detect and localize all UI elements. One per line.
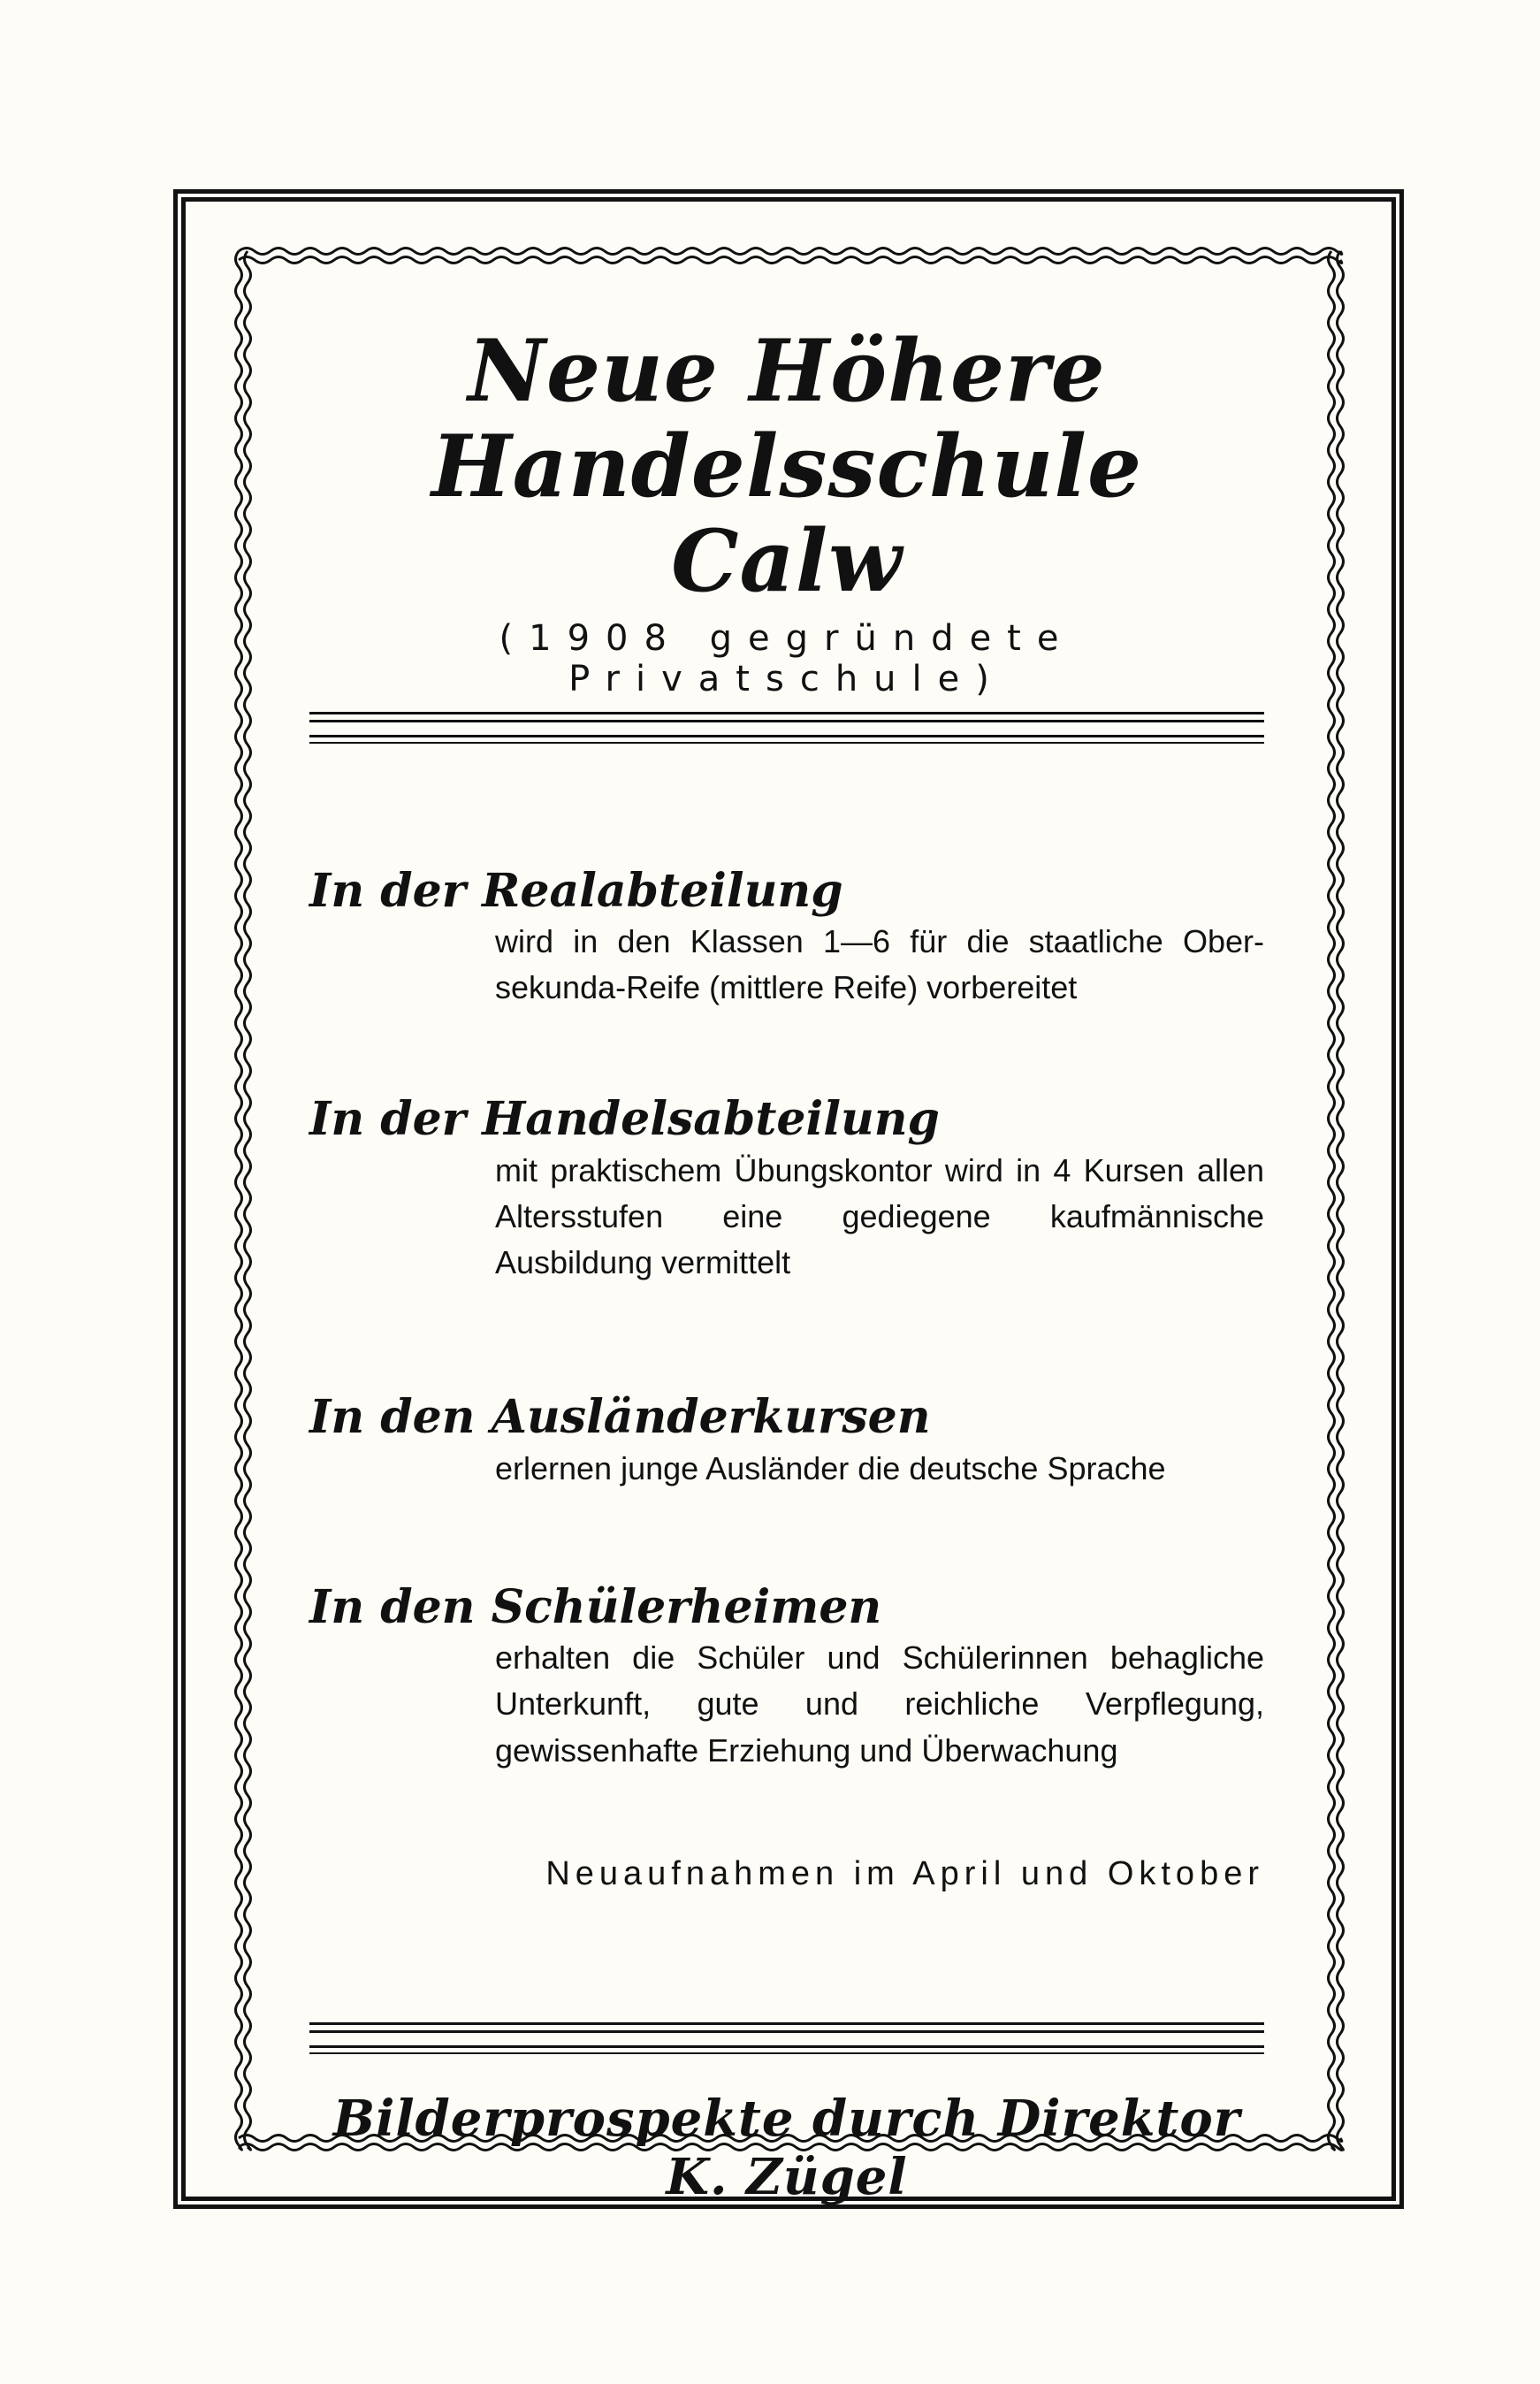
bottom-rules (309, 2022, 1264, 2054)
section-heading: In den Ausländerkursen (309, 1390, 931, 1445)
wave-line (1338, 251, 1344, 2150)
top-double-rule (309, 712, 1264, 722)
bottom-double-rule (309, 2022, 1264, 2033)
school-name-line1: Neue Höhere (468, 321, 1106, 421)
wave-line (236, 251, 242, 2150)
top-second-rule (309, 735, 1264, 744)
admissions-note: Neuaufnahmen im April und Oktober (545, 1854, 1264, 1892)
section-body: wird in den Klassen 1—6 für die staatliche Ober-sekunda-Reife (mittlere Reife) vorbereitet (495, 922, 1264, 1006)
section-body: mit praktischem Übungskontor wird in 4 Kursen allen Altersstufen eine gediegene kaufmännische Ausbildung vermittelt (495, 1151, 1264, 1281)
wave-line (239, 248, 1342, 255)
wave-line (1329, 251, 1335, 2150)
wave-line (245, 251, 251, 2150)
section-body: erlernen junge Ausländer die deutsche Sprache (495, 1449, 1166, 1486)
section-heading: In den Schülerheimen (309, 1579, 882, 1634)
school-name-line2: Handelsschule Calw (431, 416, 1143, 612)
section-schuelerheime (309, 1580, 1264, 1774)
bottom-second-rule (309, 2045, 1264, 2054)
section-heading: In der Realabteilung (309, 863, 843, 918)
section-realabteilung (309, 864, 1264, 1012)
advertisement-content (309, 292, 1264, 2206)
wave-line (239, 257, 1342, 264)
brochure-footer: Bilderprospekte durch Direktor K. Zügel (332, 2089, 1241, 2206)
founding-subtitle: (1908 gegründete Privatschule) (499, 617, 1075, 699)
section-heading: In der Handelsabteilung (309, 1092, 940, 1147)
section-body: erhalten die Schüler und Schülerinnen behagliche Unterkunft, gute und reichliche Verpflegung, gewissenhafte Erziehung und Überwachung (495, 1639, 1264, 1769)
section-handelsabteilung (309, 1092, 1264, 1286)
section-auslaenderkurse (309, 1390, 1264, 1492)
